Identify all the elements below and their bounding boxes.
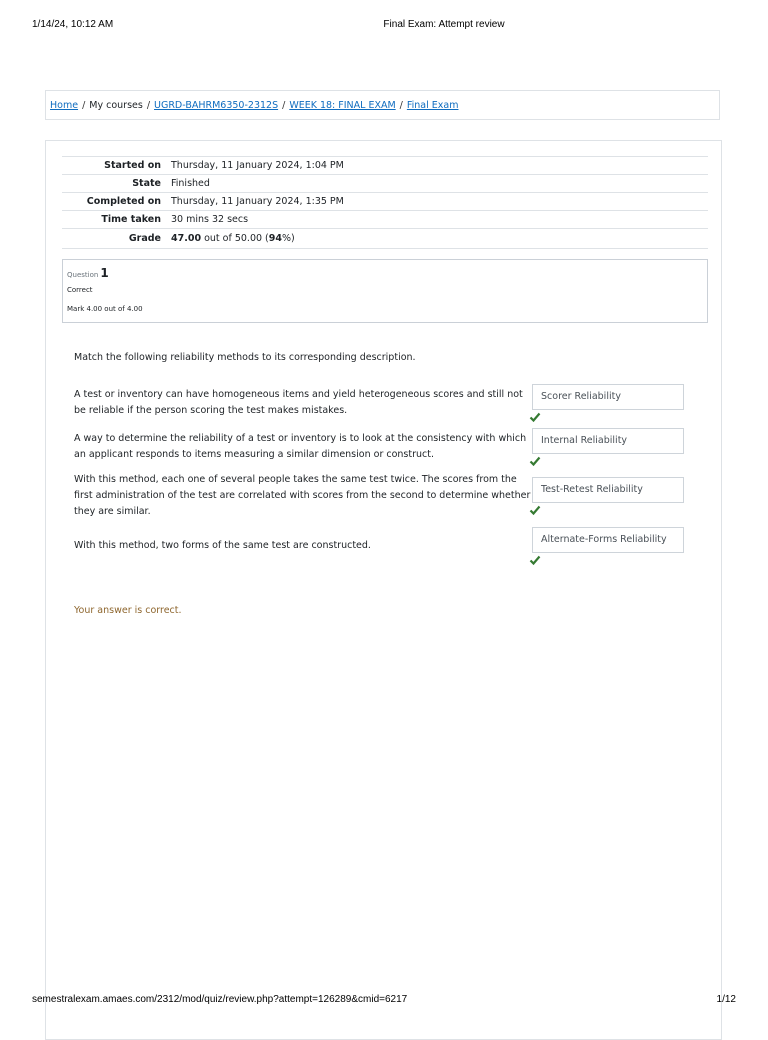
summary-row-time	[62, 211, 708, 229]
attempt-summary-table	[62, 156, 708, 249]
attempt-review-panel	[45, 140, 722, 1040]
summary-row-grade	[62, 229, 708, 249]
check-icon	[529, 504, 541, 516]
completed-value: Thursday, 11 January 2024, 1:35 PM	[171, 193, 708, 211]
summary-row-started	[62, 157, 708, 175]
started-label: Started on	[62, 157, 171, 175]
print-url: semestralexam.amaes.com/2312/mod/quiz/review.php?attempt=126289&cmid=6217	[32, 994, 408, 1005]
summary-row-state	[62, 175, 708, 193]
check-icon	[529, 554, 541, 566]
print-page-count: 1/12	[716, 994, 736, 1005]
grade-value	[171, 229, 708, 249]
started-value: Thursday, 11 January 2024, 1:04 PM	[171, 157, 708, 175]
print-footer	[0, 994, 768, 1008]
question-label: Question	[67, 271, 99, 279]
question-text: Match the following reliability methods to its corresponding description.	[74, 352, 416, 363]
breadcrumb-home-link[interactable]: Home	[50, 100, 79, 111]
grade-score: 47.00	[171, 233, 202, 244]
match-description-4: With this method, two forms of the same test are constructed.	[74, 540, 371, 551]
question-number-value: 1	[100, 266, 109, 280]
time-taken-label: Time taken	[62, 211, 171, 229]
breadcrumb-separator: /	[282, 100, 286, 111]
state-label: State	[62, 175, 171, 193]
breadcrumb-separator: /	[146, 100, 151, 111]
breadcrumb-separator: /	[399, 100, 403, 111]
check-icon	[529, 455, 541, 467]
grade-out-of: out of 50.00 (	[201, 233, 269, 244]
grade-label: Grade	[62, 229, 171, 249]
match-description-1: A test or inventory can have homogeneous items and yield heterogeneous scores and still not be reliable if the person scoring the test makes mistakes.	[74, 389, 523, 416]
time-taken-value: 30 mins 32 secs	[171, 211, 708, 229]
grade-percent: 94	[268, 233, 282, 244]
match-answer-select-2[interactable]: Internal Reliability	[532, 428, 684, 454]
question-info-box	[62, 259, 708, 323]
state-value: Finished	[171, 175, 708, 193]
summary-row-completed	[62, 193, 708, 211]
breadcrumb-my-courses: My courses	[89, 100, 143, 111]
print-datetime: 1/14/24, 10:12 AM	[32, 19, 114, 30]
breadcrumb-separator: /	[82, 100, 86, 111]
question-state: Correct	[67, 286, 93, 294]
match-answer-select-3[interactable]: Test-Retest Reliability	[532, 477, 684, 503]
match-answer-select-1[interactable]: Scorer Reliability	[532, 384, 684, 410]
match-description-2: A way to determine the reliability of a test or inventory is to look at the consistency with which an applicant responds to items measuring a similar dimension or construct.	[74, 433, 527, 460]
breadcrumb	[45, 90, 720, 120]
completed-label: Completed on	[62, 193, 171, 211]
match-answer-select-4[interactable]: Alternate-Forms Reliability	[532, 527, 684, 553]
breadcrumb-quiz-link[interactable]: Final Exam	[406, 100, 459, 111]
breadcrumb-course-link[interactable]: UGRD-BAHRM6350-2312S	[154, 100, 279, 111]
question-feedback: Your answer is correct.	[74, 605, 182, 616]
question-mark: Mark 4.00 out of 4.00	[67, 305, 143, 313]
match-description-3: With this method, each one of several people takes the same test twice. The scores from the first administration of the test are correlated with scores from the second to determine whether they are similar.	[74, 474, 531, 517]
breadcrumb-week-link[interactable]: WEEK 18: FINAL EXAM	[289, 100, 396, 111]
print-header	[0, 19, 768, 33]
question-number	[67, 266, 109, 280]
print-page-title: Final Exam: Attempt review	[383, 19, 505, 30]
grade-end: %)	[282, 233, 295, 244]
check-icon	[529, 411, 541, 423]
